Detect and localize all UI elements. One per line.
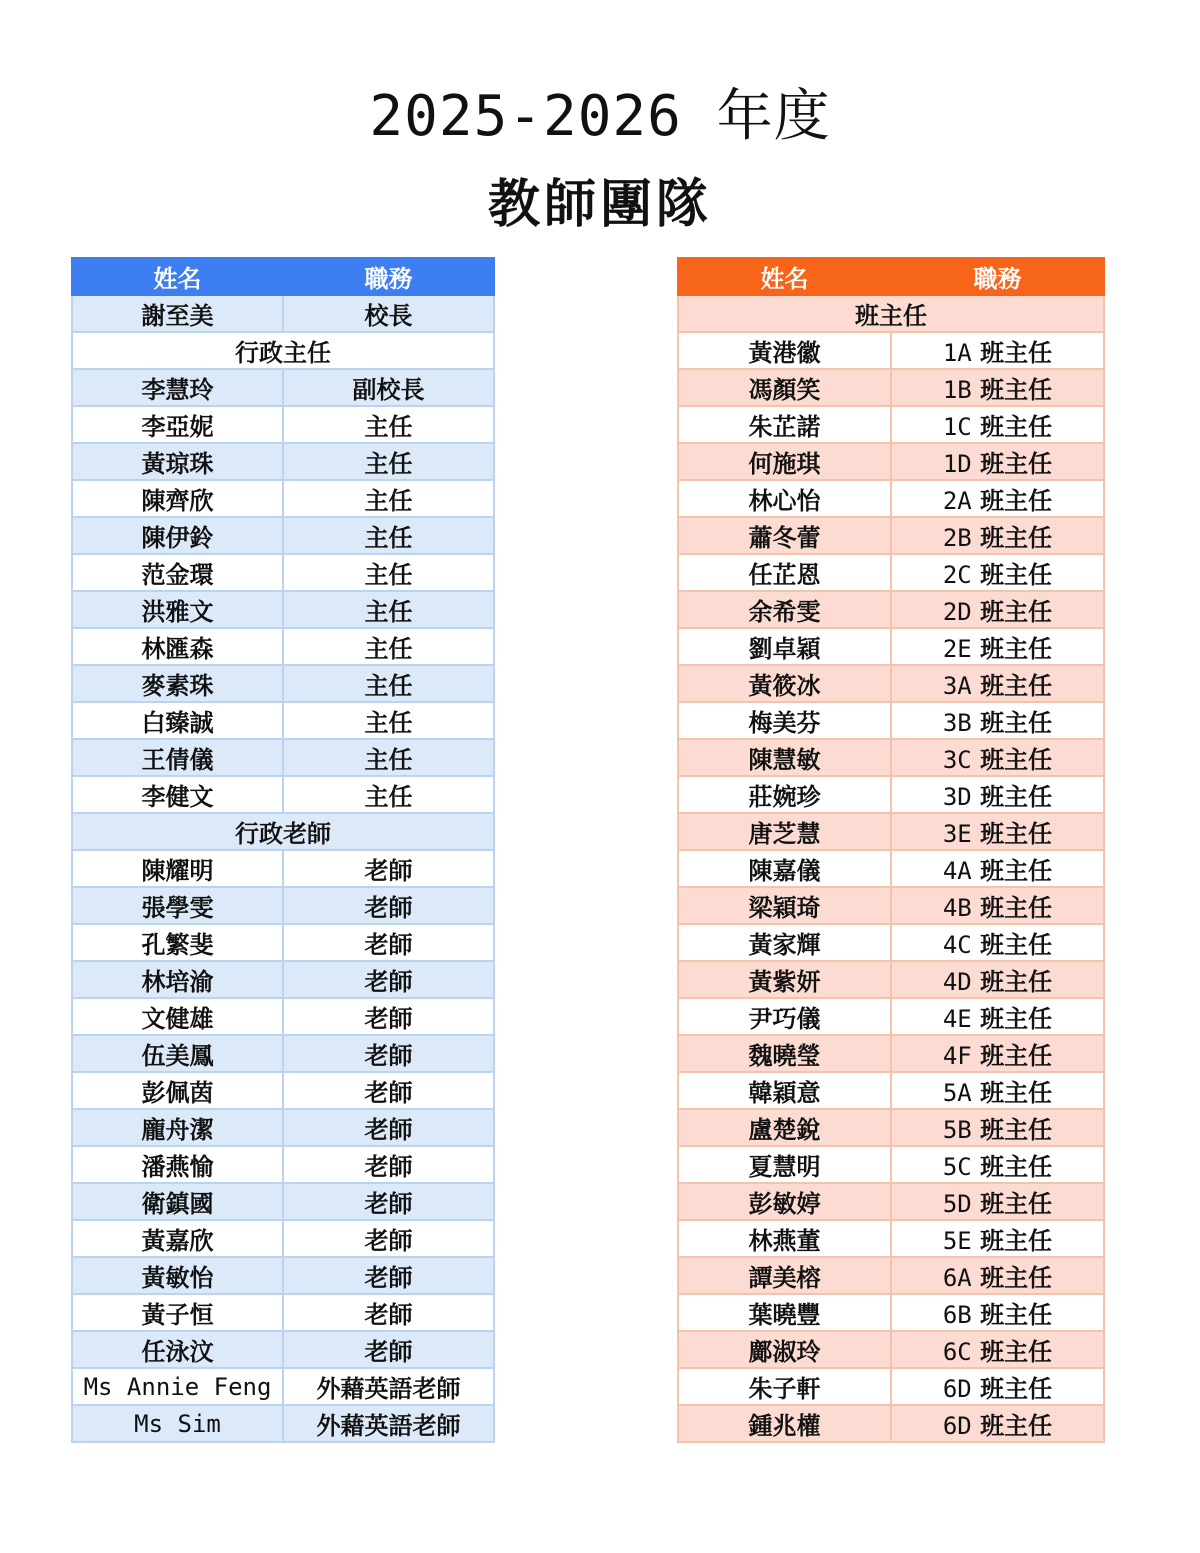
class-code: 5A (942, 1079, 972, 1107)
table-row (678, 739, 1104, 776)
table-row (678, 406, 1104, 443)
staff-name: Ms Sim (72, 1405, 283, 1442)
page-title: 2025-2026 年度 (369, 84, 831, 149)
class-code: 4F (942, 1042, 972, 1070)
class-role (891, 517, 1104, 554)
staff-name: 王倩儀 (72, 739, 283, 776)
staff-name: 黃嘉欣 (72, 1220, 283, 1257)
table-row (678, 1183, 1104, 1220)
table-row (678, 517, 1104, 554)
table-row (678, 1257, 1104, 1294)
class-code: 5B (942, 1116, 972, 1144)
teacher-name: 朱子軒 (678, 1368, 891, 1405)
class-role (891, 369, 1104, 406)
staff-name: 衛鎮國 (72, 1183, 283, 1220)
table-row (678, 961, 1104, 998)
staff-name: 龐舟潔 (72, 1109, 283, 1146)
staff-role: 老師 (283, 1183, 494, 1220)
class-code: 1D (942, 450, 972, 478)
class-role (891, 739, 1104, 776)
class-role-label: 班主任 (980, 1263, 1053, 1292)
teacher-name: 陳慧敏 (678, 739, 891, 776)
table-row (72, 628, 494, 665)
class-role-label: 班主任 (980, 486, 1053, 515)
class-role (891, 1109, 1104, 1146)
staff-name: 陳伊鈴 (72, 517, 283, 554)
class-role-label: 班主任 (980, 449, 1053, 478)
staff-name: 李健文 (72, 776, 283, 813)
class-code: 2C (942, 561, 972, 589)
staff-name: 陳齊欣 (72, 480, 283, 517)
class-role (891, 1072, 1104, 1109)
table-row (678, 998, 1104, 1035)
class-role (891, 1294, 1104, 1331)
staff-role: 主任 (283, 702, 494, 739)
staff-name: 張學雯 (72, 887, 283, 924)
table-row (72, 1035, 494, 1072)
teacher-name: 葉曉豐 (678, 1294, 891, 1331)
staff-name: 洪雅文 (72, 591, 283, 628)
class-code: 3E (942, 820, 972, 848)
table-row (72, 1331, 494, 1368)
class-role (891, 850, 1104, 887)
table-row (678, 1220, 1104, 1257)
section-title: 班主任 (678, 295, 1104, 332)
table-row (72, 591, 494, 628)
class-role (891, 1405, 1104, 1442)
class-role-label: 班主任 (980, 634, 1053, 663)
table-header-row (72, 258, 494, 295)
staff-name: 林培渝 (72, 961, 283, 998)
class-code: 2A (942, 487, 972, 515)
teacher-name: 莊婉珍 (678, 776, 891, 813)
class-code: 4C (942, 931, 972, 959)
table-row (72, 369, 494, 406)
table-row (678, 702, 1104, 739)
table-row (72, 1405, 494, 1442)
table-header-row (678, 258, 1104, 295)
table-row (72, 1257, 494, 1294)
class-code: 3B (942, 709, 972, 737)
class-role-label: 班主任 (980, 1078, 1053, 1107)
teacher-name: 馮顏笑 (678, 369, 891, 406)
class-role-label: 班主任 (980, 1374, 1053, 1403)
section-row (678, 295, 1104, 332)
table-row (72, 887, 494, 924)
class-code: 5E (942, 1227, 972, 1255)
class-role (891, 591, 1104, 628)
staff-role: 老師 (283, 924, 494, 961)
class-role (891, 702, 1104, 739)
table-row (678, 813, 1104, 850)
staff-name: 孔繁斐 (72, 924, 283, 961)
teacher-name: 陳嘉儀 (678, 850, 891, 887)
class-code: 6A (942, 1264, 972, 1292)
teacher-name: 劉卓穎 (678, 628, 891, 665)
class-role-label: 班主任 (980, 560, 1053, 589)
staff-role: 老師 (283, 1035, 494, 1072)
class-role (891, 813, 1104, 850)
class-role-label: 班主任 (980, 1226, 1053, 1255)
class-role (891, 1257, 1104, 1294)
class-role (891, 628, 1104, 665)
staff-role: 外藉英語老師 (283, 1368, 494, 1405)
teacher-name: 余希雯 (678, 591, 891, 628)
table-row (72, 1294, 494, 1331)
class-code: 4B (942, 894, 972, 922)
teacher-name: 鄺淑玲 (678, 1331, 891, 1368)
class-role (891, 1183, 1104, 1220)
table-row (72, 1183, 494, 1220)
table-row (72, 776, 494, 813)
table-row (678, 369, 1104, 406)
page-subtitle: 教師團隊 (487, 174, 712, 235)
teacher-name: 盧楚銳 (678, 1109, 891, 1146)
class-role (891, 1035, 1104, 1072)
teacher-name: 黃紫妍 (678, 961, 891, 998)
class-role-label: 班主任 (980, 930, 1053, 959)
table-row (678, 776, 1104, 813)
staff-name: 黃子恒 (72, 1294, 283, 1331)
staff-name: 彭佩茵 (72, 1072, 283, 1109)
staff-role: 老師 (283, 887, 494, 924)
table-row (72, 739, 494, 776)
staff-name: 文健雄 (72, 998, 283, 1035)
header-role: 職務 (891, 258, 1104, 295)
class-code: 1A (942, 339, 972, 367)
table-row (72, 554, 494, 591)
staff-role: 主任 (283, 406, 494, 443)
class-role-label: 班主任 (980, 745, 1053, 774)
staff-role: 老師 (283, 1146, 494, 1183)
staff-role: 老師 (283, 1109, 494, 1146)
teacher-name: 彭敏婷 (678, 1183, 891, 1220)
class-role-label: 班主任 (980, 856, 1053, 885)
staff-role: 主任 (283, 591, 494, 628)
class-role (891, 480, 1104, 517)
class-role (891, 924, 1104, 961)
staff-name: 范金環 (72, 554, 283, 591)
class-role (891, 443, 1104, 480)
table-row (72, 295, 494, 332)
table-row (72, 850, 494, 887)
class-role-label: 班主任 (980, 708, 1053, 737)
table-row (72, 665, 494, 702)
teacher-name: 夏慧明 (678, 1146, 891, 1183)
staff-role: 主任 (283, 776, 494, 813)
staff-role: 主任 (283, 443, 494, 480)
staff-role: 主任 (283, 480, 494, 517)
class-role (891, 776, 1104, 813)
header-name: 姓名 (72, 258, 283, 295)
staff-role: 老師 (283, 1220, 494, 1257)
table-row (678, 480, 1104, 517)
class-code: 4D (942, 968, 972, 996)
teacher-name: 譚美榕 (678, 1257, 891, 1294)
class-role (891, 665, 1104, 702)
staff-name: 麥素珠 (72, 665, 283, 702)
class-role (891, 1331, 1104, 1368)
class-code: 2D (942, 598, 972, 626)
class-code: 6D (942, 1412, 972, 1440)
teacher-name: 何施琪 (678, 443, 891, 480)
staff-name: 謝至美 (72, 295, 283, 332)
class-code: 1B (942, 376, 972, 404)
staff-role: 校長 (283, 295, 494, 332)
staff-role: 老師 (283, 1331, 494, 1368)
staff-role: 外藉英語老師 (283, 1405, 494, 1442)
staff-role: 老師 (283, 1257, 494, 1294)
class-role (891, 332, 1104, 369)
class-role-label: 班主任 (980, 523, 1053, 552)
table-row (72, 517, 494, 554)
staff-name: Ms Annie Feng (72, 1368, 283, 1405)
class-role-label: 班主任 (980, 338, 1053, 367)
class-code: 6D (942, 1375, 972, 1403)
teacher-name: 梅美芬 (678, 702, 891, 739)
staff-name: 潘燕愉 (72, 1146, 283, 1183)
class-code: 5C (942, 1153, 972, 1181)
class-role-label: 班主任 (980, 782, 1053, 811)
table-row (72, 998, 494, 1035)
header-role: 職務 (283, 258, 494, 295)
table-row (72, 443, 494, 480)
class-role (891, 1368, 1104, 1405)
class-role (891, 998, 1104, 1035)
teacher-name: 林心怡 (678, 480, 891, 517)
class-role-label: 班主任 (980, 1152, 1053, 1181)
class-role (891, 1146, 1104, 1183)
table-row (72, 924, 494, 961)
class-role-label: 班主任 (980, 1189, 1053, 1218)
teacher-name: 梁穎琦 (678, 887, 891, 924)
class-role (891, 1220, 1104, 1257)
teacher-name: 黃筱冰 (678, 665, 891, 702)
class-code: 1C (942, 413, 972, 441)
staff-role: 老師 (283, 1072, 494, 1109)
class-role-label: 班主任 (980, 1300, 1053, 1329)
class-role (891, 554, 1104, 591)
class-code: 5D (942, 1190, 972, 1218)
class-code: 3D (942, 783, 972, 811)
table-row (72, 1368, 494, 1405)
teacher-name: 任芷恩 (678, 554, 891, 591)
teacher-name: 魏曉瑩 (678, 1035, 891, 1072)
table-row (678, 443, 1104, 480)
section-row (72, 813, 494, 850)
teacher-name: 韓穎意 (678, 1072, 891, 1109)
teacher-name: 唐芝慧 (678, 813, 891, 850)
header-name: 姓名 (678, 258, 891, 295)
table-row (678, 554, 1104, 591)
teacher-name: 尹巧儀 (678, 998, 891, 1035)
table-row (678, 1368, 1104, 1405)
class-role (891, 887, 1104, 924)
class-code: 4A (942, 857, 972, 885)
staff-name: 黃琼珠 (72, 443, 283, 480)
table-row (678, 332, 1104, 369)
staff-role: 主任 (283, 628, 494, 665)
class-role-label: 班主任 (980, 967, 1053, 996)
table-row (678, 1331, 1104, 1368)
table-row (72, 1146, 494, 1183)
table-row (72, 406, 494, 443)
class-code: 4E (942, 1005, 972, 1033)
class-role-label: 班主任 (980, 1411, 1053, 1440)
staff-name: 李亞妮 (72, 406, 283, 443)
table-row (678, 924, 1104, 961)
table-row (678, 1072, 1104, 1109)
table-row (678, 887, 1104, 924)
table-row (678, 665, 1104, 702)
class-code: 3A (942, 672, 972, 700)
staff-role: 主任 (283, 665, 494, 702)
staff-name: 伍美鳳 (72, 1035, 283, 1072)
staff-role: 主任 (283, 554, 494, 591)
table-row (678, 1109, 1104, 1146)
class-code: 6B (942, 1301, 972, 1329)
class-role-label: 班主任 (980, 1115, 1053, 1144)
teacher-name: 朱芷諾 (678, 406, 891, 443)
class-code: 6C (942, 1338, 972, 1366)
class-role-label: 班主任 (980, 1337, 1053, 1366)
table-row (72, 1220, 494, 1257)
admin-staff-table (71, 257, 495, 1443)
section-title: 行政主任 (72, 332, 494, 369)
staff-name: 白臻誠 (72, 702, 283, 739)
staff-role: 老師 (283, 1294, 494, 1331)
table-row (678, 628, 1104, 665)
class-role-label: 班主任 (980, 412, 1053, 441)
class-role-label: 班主任 (980, 671, 1053, 700)
class-role-label: 班主任 (980, 597, 1053, 626)
teacher-name: 蕭冬蕾 (678, 517, 891, 554)
section-row (72, 332, 494, 369)
teacher-name: 黃港徽 (678, 332, 891, 369)
teacher-name: 鍾兆權 (678, 1405, 891, 1442)
staff-name: 任泳汶 (72, 1331, 283, 1368)
staff-role: 老師 (283, 961, 494, 998)
class-code: 2B (942, 524, 972, 552)
staff-name: 林匯森 (72, 628, 283, 665)
table-row (678, 1146, 1104, 1183)
table-row (72, 1109, 494, 1146)
table-row (72, 1072, 494, 1109)
class-role-label: 班主任 (980, 819, 1053, 848)
class-code: 3C (942, 746, 972, 774)
table-row (678, 850, 1104, 887)
table-row (72, 702, 494, 739)
class-code: 2E (942, 635, 972, 663)
class-role-label: 班主任 (980, 1041, 1053, 1070)
class-role (891, 961, 1104, 998)
staff-role: 主任 (283, 517, 494, 554)
teacher-name: 黃家輝 (678, 924, 891, 961)
staff-name: 李慧玲 (72, 369, 283, 406)
teacher-name: 林燕董 (678, 1220, 891, 1257)
staff-name: 陳耀明 (72, 850, 283, 887)
staff-name: 黃敏怡 (72, 1257, 283, 1294)
class-role-label: 班主任 (980, 1004, 1053, 1033)
staff-role: 老師 (283, 850, 494, 887)
staff-role: 副校長 (283, 369, 494, 406)
table-row (678, 1405, 1104, 1442)
class-teacher-table (677, 257, 1105, 1443)
table-row (72, 961, 494, 998)
table-row (678, 1035, 1104, 1072)
class-role-label: 班主任 (980, 375, 1053, 404)
class-role-label: 班主任 (980, 893, 1053, 922)
staff-role: 老師 (283, 998, 494, 1035)
table-row (72, 480, 494, 517)
table-row (678, 1294, 1104, 1331)
class-role (891, 406, 1104, 443)
section-title: 行政老師 (72, 813, 494, 850)
staff-role: 主任 (283, 739, 494, 776)
table-row (678, 591, 1104, 628)
